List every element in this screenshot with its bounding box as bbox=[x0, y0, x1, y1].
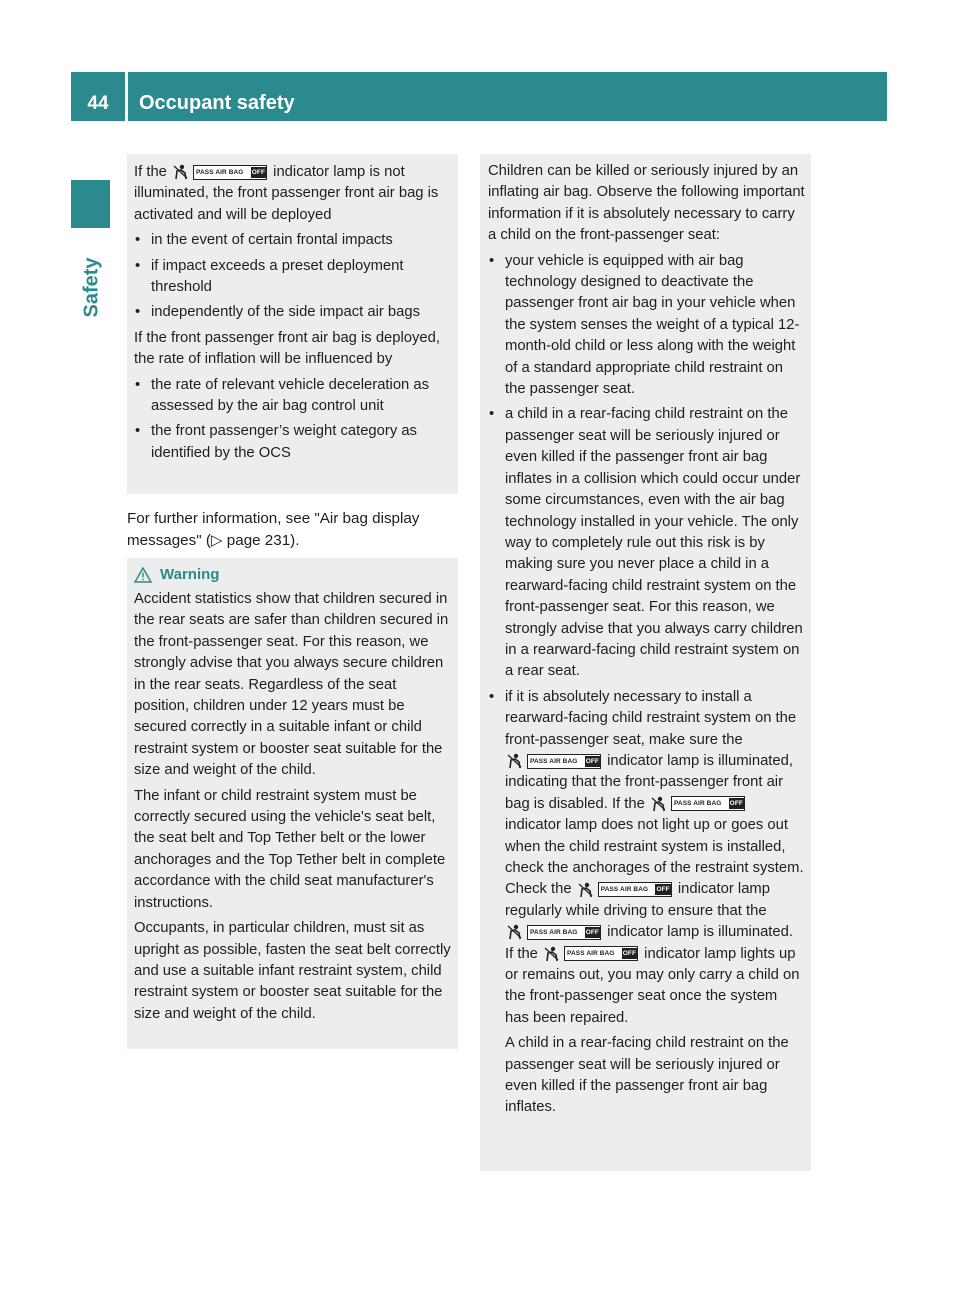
side-tab-label: Safety bbox=[80, 256, 103, 318]
pass-air-bag-off-icon: PASS AIR BAG OFF bbox=[598, 882, 672, 897]
list-item: • if impact exceeds a preset deployment threshold bbox=[135, 257, 404, 296]
indicator-icon-group bbox=[173, 164, 267, 180]
child-seat-icon bbox=[507, 753, 522, 769]
warning-heading bbox=[134, 565, 451, 585]
list-item: • a child in a rear-facing child restraint on the passenger seat will be seriously injured or even killed if the passenger front air bag inflates in a collision which could occur under some circumstances, even with the air bag technology installed in your vehicle. The only way to completely rule out this risk is by making sure you never place a child in a rearward-facing child restraint system on the front-passenger seat. For this reason, we strongly advise that you always carry children in a rearward-facing child restraint system on a rear seat. bbox=[489, 406, 803, 680]
list-item: • if it is absolutely necessary to install a rearward-facing child restraint system on the front-passenger seat, make sure the PASS AIR BAG OFF indicator lamp is illuminated, indicating that the front-passenger front air bag is disabled. If the PASS AIR BAG OFF indicator lamp does not light up or goes out when the child restraint system is installed, check the anchorages of the restraint system. Check the PASS AIR BAG OFF indicator lamp regularly while driving to ensure that the PASS AIR BAG OFF indicator lamp is illuminated. If the PASS AIR BAG OFF indicator lamp lights up or remains out, you may only carry a child on the front-passenger seat once the system has been repaired. bbox=[489, 688, 804, 1026]
list-item: • the rate of relevant vehicle deceleration as assessed by the air bag control unit bbox=[135, 376, 430, 415]
indicator-icon-group bbox=[578, 882, 672, 898]
child-safety-box bbox=[480, 154, 811, 1171]
section-title: Occupant safety bbox=[139, 92, 295, 114]
pass-air-bag-off-icon: PASS AIR BAG OFF bbox=[527, 925, 601, 940]
further-info-paragraph: For further information, see "Air bag display messages" (▷ page 231). bbox=[127, 510, 420, 549]
pass-air-bag-off-icon: PASS AIR BAG OFF bbox=[527, 754, 601, 769]
list-item: • independently of the side impact air bags bbox=[135, 304, 420, 321]
warning-paragraph-2: The infant or child restraint system must be correctly secured using the vehicle's seat belt, the seat belt and Top Tether belt or the lower anchorages and the Top Tether belt in complete accordance with the child seat manufacturer's instructions. bbox=[134, 787, 446, 911]
airbag-info-box bbox=[127, 154, 458, 494]
inflation-paragraph: If the front passenger front air bag is deployed, the rate of inflation will be influenced by bbox=[134, 329, 440, 368]
indicator-icon-group bbox=[507, 924, 601, 940]
child-seat-icon bbox=[173, 164, 188, 180]
warning-title: Warning bbox=[160, 566, 220, 583]
child-seat-icon bbox=[651, 796, 666, 812]
page-header bbox=[71, 72, 887, 121]
list-item: • your vehicle is equipped with air bag technology designed to deactivate the passenger front air bag in your vehicle when the system senses the weight of a typical 12-month-old child or less along with the weight of a standard appropriate child restraint on the passenger seat. bbox=[489, 252, 800, 398]
pass-air-bag-off-icon: PASS AIR BAG OFF bbox=[671, 796, 745, 811]
page-number: 44 bbox=[87, 93, 109, 114]
warning-triangle-icon bbox=[134, 567, 152, 583]
pass-air-bag-off-icon: PASS AIR BAG OFF bbox=[193, 165, 267, 180]
airbag-intro bbox=[134, 162, 451, 226]
list-item: • in the event of certain frontal impacts bbox=[135, 232, 393, 249]
closing-paragraph: A child in a rear-facing child restraint on the passenger seat will be seriously injured or even killed if the passenger front air bag inflates. bbox=[505, 1035, 789, 1116]
side-tab-marker bbox=[71, 180, 110, 228]
indicator-icon-group bbox=[544, 946, 638, 962]
indicator-icon-group bbox=[651, 796, 745, 812]
intro-text: If the bbox=[134, 164, 167, 180]
list-item: • the front passenger’s weight category as identified by the OCS bbox=[135, 423, 417, 461]
header-divider bbox=[125, 72, 128, 121]
intro-text-cont: indicator lamp is not illuminated, the front passenger front air bag is activated and will be deployed bbox=[134, 164, 439, 223]
page-ref-arrow-icon: ▷ bbox=[210, 532, 223, 549]
child-seat-icon bbox=[544, 946, 559, 962]
indicator-icon-group bbox=[507, 753, 601, 769]
child-seat-icon bbox=[578, 882, 593, 898]
child-safety-intro: Children can be killed or seriously injured by an inflating air bag. Observe the following important information if it is absolutely necessary to carry a child on the front-passenger seat: bbox=[488, 163, 805, 244]
warning-box bbox=[127, 558, 458, 1049]
warning-paragraph-1: Accident statistics show that children secured in the rear seats are safer than children secured in the front-passenger seat. For this reason, we strongly advise that you always secure children in the rear seats. Regardless of the seat position, children under 12 years must be secured correctly in a suitable infant or child restraint system or booster seat suitable for the size and weight of the child. bbox=[134, 591, 449, 779]
side-tab bbox=[72, 252, 112, 322]
child-seat-icon bbox=[507, 924, 522, 940]
pass-air-bag-off-icon: PASS AIR BAG OFF bbox=[564, 946, 638, 961]
warning-paragraph-3: Occupants, in particular children, must sit as upright as possible, fasten the seat belt correctly and use a suitable infant restraint system, child restraint system or booster seat suitable for the size and weight of the child. bbox=[134, 920, 451, 1022]
